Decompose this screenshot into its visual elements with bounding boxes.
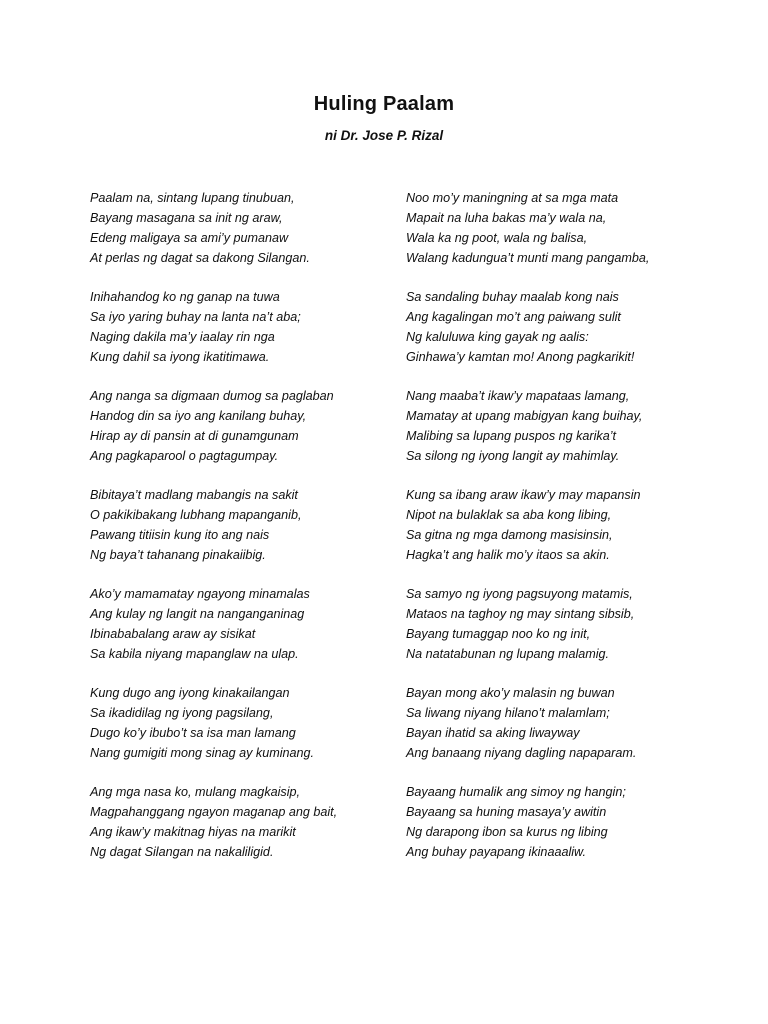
stanza xyxy=(90,386,390,466)
poem-line: Bayan ihatid sa aking liwayway xyxy=(406,726,580,740)
stanza xyxy=(90,287,390,367)
poem-line: Mamatay at upang mabigyan kang buihay, xyxy=(406,409,643,423)
poem-line: Bayang masagana sa init ng araw, xyxy=(90,211,283,225)
right-column xyxy=(406,188,706,881)
stanza xyxy=(406,287,706,367)
poem-line: Sa gitna ng mga damong masisinsin, xyxy=(406,528,613,542)
poem-line: Ang pagkaparool o pagtagumpay. xyxy=(90,449,279,463)
poem-line: Bayaang sa huning masaya’y awitin xyxy=(406,805,607,819)
poem-line: Magpahanggang ngayon maganap ang bait, xyxy=(90,805,338,819)
poem-line: Mataos na taghoy ng may sintang sibsib, xyxy=(406,607,635,621)
poem-line: Sa samyo ng iyong pagsuyong matamis, xyxy=(406,587,633,601)
poem-line: Pawang titiisin kung ito ang nais xyxy=(90,528,270,542)
poem-line: Ang buhay payapang ikinaaaliw. xyxy=(406,845,586,859)
poem-line: At perlas ng dagat sa dakong Silangan. xyxy=(90,251,310,265)
poem-line: Sa kabila niyang mapanglaw na ulap. xyxy=(90,647,299,661)
poem-line: Sa silong ng iyong langit ay mahimlay. xyxy=(406,449,620,463)
stanza xyxy=(406,485,706,565)
stanza xyxy=(406,782,706,862)
stanza xyxy=(406,683,706,763)
stanza xyxy=(90,188,390,268)
poem-line: Hirap ay di pansin at di gunamgunam xyxy=(90,429,299,443)
poem-line: Malibing sa lupang puspos ng karika’t xyxy=(406,429,617,443)
poem-line: Noo mo’y maningning at sa mga mata xyxy=(406,191,619,205)
poem-line: Ang banaang niyang dagling napaparam. xyxy=(406,746,637,760)
stanza xyxy=(90,485,390,565)
poem-line: Hagka’t ang halik mo’y itaos sa akin. xyxy=(406,548,610,562)
poem-line: Ang kagalingan mo’t ang paiwang sulit xyxy=(406,310,621,324)
poem-title: Huling Paalam xyxy=(313,93,455,115)
poem-line: Sa liwang niyang hilano’t malamlam; xyxy=(406,706,610,720)
poem-line: Paalam na, sintang lupang tinubuan, xyxy=(90,191,295,205)
poem-line: Bayan mong ako’y malasin ng buwan xyxy=(406,686,615,700)
poem-line: Ng kaluluwa king gayak ng aalis: xyxy=(406,330,589,344)
poem-line: Na natatabunan ng lupang malamig. xyxy=(406,647,610,661)
poem-line: Naging dakila ma’y iaalay rin nga xyxy=(90,330,275,344)
poem-line: Wala ka ng poot, wala ng balisa, xyxy=(406,231,588,245)
poem-line: Ang nanga sa digmaan dumog sa paglaban xyxy=(90,389,334,403)
stanza xyxy=(90,782,390,862)
poem-line: Bayaang humalik ang simoy ng hangin; xyxy=(406,785,626,799)
poem-line: O pakikibakang lubhang mapanganib, xyxy=(90,508,302,522)
poem-line: Sa iyo yaring buhay na lanta na’t aba; xyxy=(90,310,301,324)
poem-line: Ginhawa’y kamtan mo! Anong pagkarikit! xyxy=(406,350,635,364)
poem-line: Inihahandog ko ng ganap na tuwa xyxy=(90,290,280,304)
poem-line: Ang mga nasa ko, mulang magkaisip, xyxy=(90,785,301,799)
poem-line: Bibitaya’t madlang mabangis na sakit xyxy=(90,488,298,502)
poem-author: ni Dr. Jose P. Rizal xyxy=(324,128,444,143)
poem-line: Mapait na luha bakas ma’y wala na, xyxy=(406,211,607,225)
stanza xyxy=(90,584,390,664)
poem-line: Nipot na bulaklak sa aba kong libing, xyxy=(406,508,612,522)
poem-line: Handog din sa iyo ang kanilang buhay, xyxy=(90,409,307,423)
poem-line: Edeng maligaya sa ami’y pumanaw xyxy=(90,231,289,245)
stanza xyxy=(90,683,390,763)
poem-line: Ng dagat Silangan na nakaliligid. xyxy=(90,845,274,859)
poem-line: Ng darapong ibon sa kurus ng libing xyxy=(406,825,608,839)
poem-line: Nang maaba’t ikaw’y mapataas lamang, xyxy=(406,389,630,403)
poem-line: Bayang tumaggap noo ko ng init, xyxy=(406,627,591,641)
poem-line: Kung dugo ang iyong kinakailangan xyxy=(90,686,290,700)
poem-line: Ng baya’t tahanang pinakaiibig. xyxy=(90,548,266,562)
poem-line: Ang ikaw’y makitnag hiyas na marikit xyxy=(90,825,296,839)
stanza xyxy=(406,386,706,466)
poem-line: Nang gumigiti mong sinag ay kuminang. xyxy=(90,746,315,760)
poem-line: Kung sa ibang araw ikaw’y may mapansin xyxy=(406,488,641,502)
stanza xyxy=(406,584,706,664)
poem-line: Sa ikadidilag ng iyong pagsilang, xyxy=(90,706,274,720)
poem-line: Ang kulay ng langit na nanganganinag xyxy=(90,607,305,621)
poem-line: Sa sandaling buhay maalab kong nais xyxy=(406,290,619,304)
poem-line: Dugo ko’y ibubo’t sa isa man lamang xyxy=(90,726,296,740)
poem-line: Ako’y mamamatay ngayong minamalas xyxy=(90,587,310,601)
left-column xyxy=(90,188,390,881)
poem-line: Ibinababalang araw ay sisikat xyxy=(90,627,256,641)
poem-line: Kung dahil sa iyong ikatitimawa. xyxy=(90,350,270,364)
poem-line: Walang kadungua’t munti mang pangamba, xyxy=(406,251,650,265)
stanza xyxy=(406,188,706,268)
